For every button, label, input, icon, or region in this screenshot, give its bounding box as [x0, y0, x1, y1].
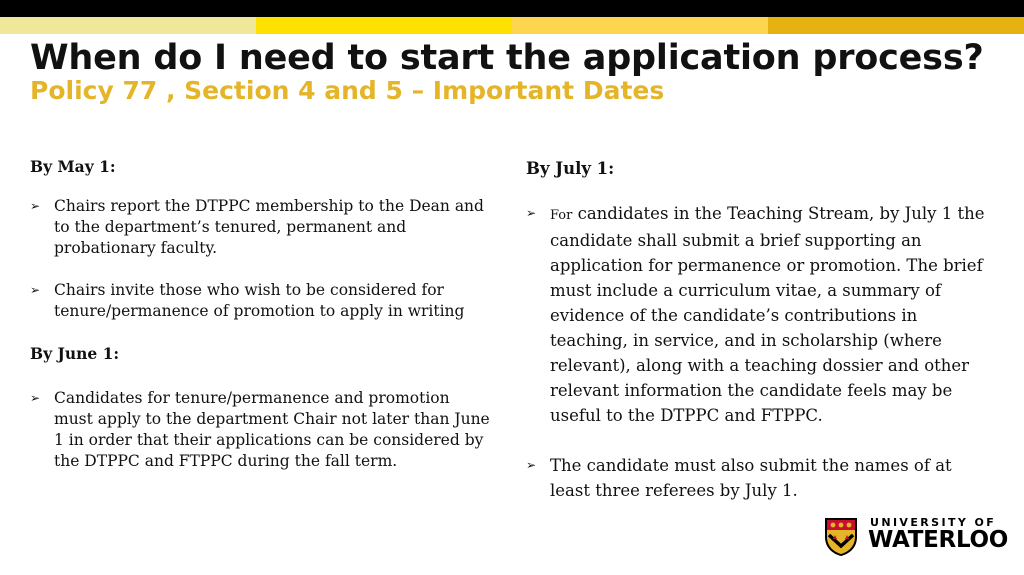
university-logo	[824, 514, 1009, 560]
june-bullet-1-text: Candidates for tenure/permanence and promotion must apply to the department Chair not later than June 1 in order that their applications can be considered by the DTPPC and FTPPC during the fall term.	[54, 389, 490, 470]
may-bullet-2-text: Chairs invite those who wish to be considered for tenure/permanence of promotion to apply in writing	[54, 281, 465, 320]
july-heading: By July 1:	[526, 159, 615, 178]
may-bullet-list	[30, 196, 490, 322]
list-item	[526, 453, 996, 503]
left-column	[30, 156, 490, 472]
may-bullet-1-text: Chairs report the DTPPC membership to the Dean and to the department’s tenured, permanent and probationary faculty.	[54, 197, 484, 257]
arrow-bullet-icon: ➢	[526, 206, 537, 220]
accent-stripe-gold	[768, 17, 1024, 34]
accent-stripe-yellow	[256, 17, 512, 34]
arrow-bullet-icon: ➢	[30, 283, 41, 297]
july-bullet-list	[526, 201, 996, 503]
top-black-bar	[0, 0, 1024, 17]
slide-title: When do I need to start the application process?	[30, 38, 984, 78]
accent-stripe-pale	[0, 17, 256, 34]
july-bullet-1-lead: For	[550, 208, 573, 223]
list-item	[526, 201, 996, 428]
logo-university-of: UNIVERSITY OF	[870, 516, 997, 529]
right-column	[526, 156, 996, 503]
july-bullet-1-text: candidates in the Teaching Stream, by July 1 the candidate shall submit a brief supporting an application for permanence or promotion. The brief must include a curriculum vitae, a summary of evidence of the candidate’s contributions in teaching, in service, and in scholarship (where relevant), along with a teaching dossier and other relevant information the candidate feels may be useful to the DTPPC and FTPPC.	[550, 204, 985, 425]
list-item	[30, 388, 490, 472]
arrow-bullet-icon: ➢	[30, 199, 41, 213]
june-bullet-list	[30, 388, 490, 472]
accent-stripe-light-gold	[512, 17, 768, 34]
waterloo-crest-icon	[824, 517, 858, 557]
slide-subtitle: Policy 77 , Section 4 and 5 – Important Dates	[30, 76, 665, 105]
arrow-bullet-icon: ➢	[30, 391, 41, 405]
logo-waterloo: WATERLOO	[868, 527, 1009, 553]
list-item	[30, 196, 490, 259]
july-bullet-2-text: The candidate must also submit the names of at least three referees by July 1.	[550, 456, 952, 500]
arrow-bullet-icon: ➢	[526, 458, 537, 472]
may-heading: By May 1:	[30, 157, 116, 176]
list-item	[30, 280, 490, 322]
june-heading: By June 1:	[30, 344, 120, 363]
